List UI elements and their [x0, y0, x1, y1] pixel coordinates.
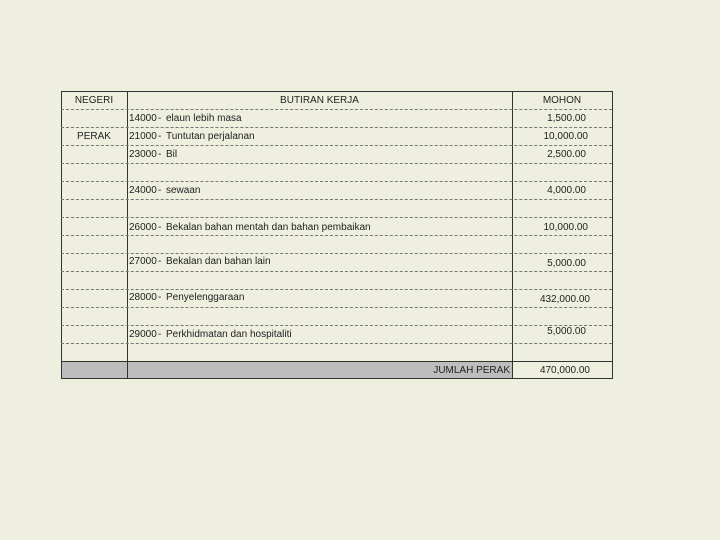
item-description: Bekalan dan bahan lain — [166, 256, 271, 267]
row-border — [61, 378, 612, 379]
row-border — [61, 163, 612, 164]
row-border — [61, 235, 612, 236]
item-code: 23000 — [129, 149, 157, 160]
item-amount: 432,000.00 — [539, 294, 590, 305]
header-negeri: NEGERI — [74, 95, 114, 106]
total-label: JUMLAH PERAK — [433, 365, 510, 376]
item-code: 28000 — [129, 292, 157, 303]
item-code: 26000 — [129, 222, 157, 233]
code-separator: - — [158, 329, 162, 340]
item-code: 27000 — [129, 256, 157, 267]
item-description: Tuntutan perjalanan — [166, 131, 255, 142]
row-border — [61, 127, 612, 128]
item-amount: 5,000.00 — [547, 326, 586, 337]
item-amount: 2,500.00 — [547, 149, 586, 160]
row-border — [61, 181, 612, 182]
row-border — [61, 145, 612, 146]
item-code: 29000 — [129, 329, 157, 340]
item-description: Perkhidmatan dan hospitaliti — [166, 329, 292, 340]
item-amount: 4,000.00 — [547, 185, 586, 196]
item-description: Bekalan bahan mentah dan bahan pembaikan — [166, 222, 371, 233]
negeri-value: PERAK — [77, 131, 111, 142]
item-amount: 10,000.00 — [543, 222, 588, 233]
item-description: elaun lebih masa — [166, 113, 242, 124]
item-code: 14000 — [129, 113, 157, 124]
code-separator: - — [158, 256, 162, 267]
item-code: 24000 — [129, 185, 157, 196]
row-border — [61, 217, 612, 218]
item-amount: 1,500.00 — [547, 113, 586, 124]
row-border — [61, 307, 612, 308]
row-border — [61, 109, 612, 110]
code-separator: - — [158, 222, 162, 233]
item-description: Penyelenggaraan — [166, 292, 245, 303]
code-separator: - — [158, 113, 162, 124]
item-description: Bil — [166, 149, 178, 160]
item-amount: 5,000.00 — [547, 258, 586, 269]
code-separator: - — [158, 149, 162, 160]
item-description: sewaan — [166, 185, 201, 196]
row-border — [61, 253, 612, 254]
item-code: 21000 — [129, 131, 157, 142]
header-mohon: MOHON — [542, 95, 582, 106]
header-butiran-kerja: BUTIRAN KERJA — [280, 95, 359, 106]
code-separator: - — [158, 131, 162, 142]
row-border — [61, 271, 612, 272]
row-border — [61, 343, 612, 344]
code-separator: - — [158, 185, 162, 196]
column-border — [612, 91, 613, 379]
row-border — [61, 361, 612, 362]
row-border — [61, 91, 612, 92]
row-border — [61, 289, 612, 290]
code-separator: - — [158, 292, 162, 303]
row-border — [61, 199, 612, 200]
total-amount: 470,000.00 — [539, 365, 590, 376]
item-amount: 10,000.00 — [543, 131, 588, 142]
